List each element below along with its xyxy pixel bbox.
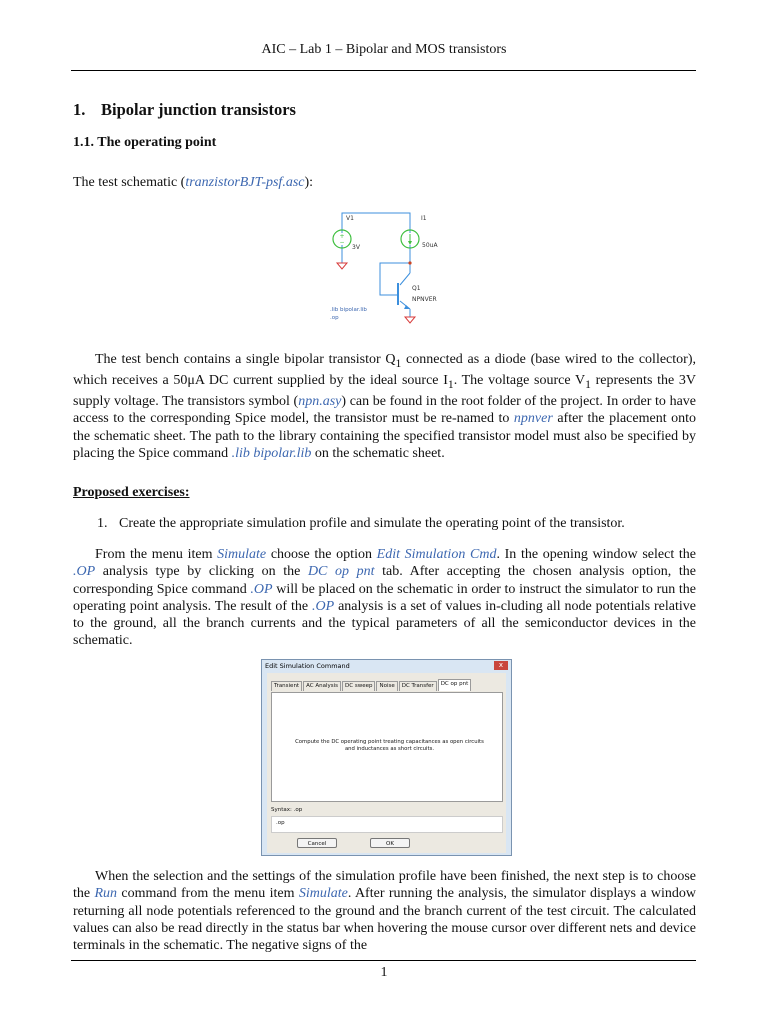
schematic-file-link[interactable]: tranzistorBJT-psf.asc (185, 175, 305, 190)
v1-label: V1 (346, 215, 354, 222)
syntax-label: Syntax: .op (271, 807, 303, 813)
emitter-arrow (404, 305, 410, 309)
paragraph-test-bench: The test bench contains a single bipolar transistor $Q_1$ connected as a diode (base wired to the collector), which receives a 50μA DC current supplied by the ideal source $I_1$. The voltage source $V_1$ represents the 3V supply voltage. The transistors symbol (npn.asy) can be found in the root folder of the project. In order to have access to the corresponding Spice model, the transistor must be re-named to npnver after the placement onto the schematic sheet. The path to the library containing the specified transistor model must also be specified by placing the Spice command .lib bipolar.lib on the schematic sheet. (73, 352, 696, 462)
footer-rule (71, 960, 696, 961)
op-directive: .op (330, 315, 339, 321)
header-rule (71, 70, 696, 71)
svg-text:−: − (339, 239, 345, 246)
tab-dc-op-pnt[interactable]: DC op pnt (438, 679, 472, 691)
node-dot (408, 261, 411, 264)
v1-value: 3V (352, 244, 360, 251)
dialog-body (267, 673, 506, 853)
subsection-heading: 1.1. The operating point (73, 135, 217, 150)
cancel-button[interactable]: Cancel (297, 838, 337, 848)
section-number: 1. (73, 100, 86, 119)
ground-icon (405, 317, 415, 323)
schematic-intro: The test schematic (tranzistorBJT-psf.asc): (73, 175, 314, 190)
tab-panel (271, 692, 503, 802)
section-title: Bipolar junction transistors (101, 100, 296, 119)
i1-value: 50uA (422, 242, 438, 249)
tab-dc-sweep[interactable]: DC sweep (342, 681, 375, 691)
syntax-input[interactable]: .op (271, 816, 503, 833)
edit-simulation-dialog (261, 659, 512, 856)
ground-icon (337, 263, 347, 269)
tab-dc-transfer[interactable]: DC Transfer (399, 681, 437, 691)
svg-text:+: + (339, 233, 345, 240)
running-header: AIC – Lab 1 – Bipolar and MOS transistors (261, 42, 507, 57)
close-icon[interactable]: x (494, 661, 508, 670)
q1-collector (400, 273, 410, 285)
q1-label: Q1 (412, 285, 421, 292)
q1-model: NPNVER (412, 296, 437, 303)
lib-directive: .lib bipolar.lib (330, 307, 367, 313)
paragraph-simulation-cmd: From the menu item Simulate choose the option Edit Simulation Cmd. In the opening window select the .OP analysis type by clicking on the DC op pnt tab. After accepting the chosen analysis option, the corresponding Spice command .OP will be placed on the schematic in order to instruct the simulator to run the operating point analysis. The result of the .OP analysis is a set of values in-cluding all node potentials relative to the ground, all the branch currents and the typical parameters of all the semiconductor devices in the schematic. (73, 547, 696, 649)
page-number: 1 (380, 965, 388, 980)
exercise-item-1: 1. Create the appropriate simulation profile and simulate the operating point of the transistor. (97, 516, 625, 531)
ok-button[interactable]: OK (370, 838, 410, 848)
i1-label: I1 (421, 215, 427, 222)
tab-ac-analysis[interactable]: AC Analysis (303, 681, 341, 691)
analysis-tabs (271, 681, 472, 691)
exercises-heading: Proposed exercises: (73, 485, 190, 500)
paragraph-run: When the selection and the settings of the simulation profile have been finished, the next step is to choose the Run command from the menu item Simulate. After running the analysis, the simulator displays a window returning all node potentials referenced to the ground and the branch current of the test circuit. The calculated values can also be read directly in the status bar when hovering the mouse cursor over different nets and device terminals in the schematic. The negative signs of the (73, 869, 696, 954)
analysis-description: Compute the DC operating point treating capacitances as open circuits and inductances as short circuits. (295, 739, 484, 752)
bjt-schematic (328, 205, 450, 327)
tab-transient[interactable]: Transient (271, 681, 302, 691)
section-heading (73, 100, 296, 120)
dialog-title: Edit Simulation Command (265, 662, 350, 670)
tab-noise[interactable]: Noise (376, 681, 397, 691)
